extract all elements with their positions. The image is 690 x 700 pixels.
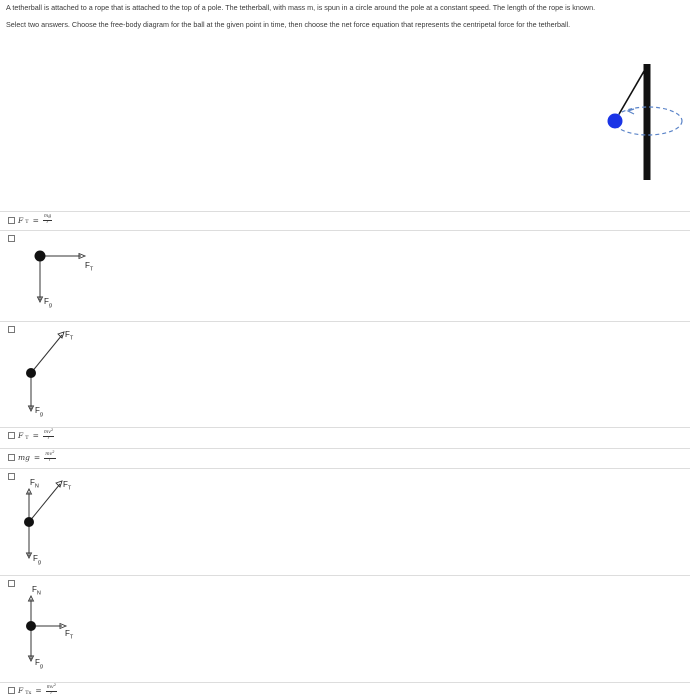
normal-label: $F_N$ [32,585,41,597]
fbd-tension-normal [20,476,110,576]
tension-label: $F_T$ [65,330,74,342]
gravity-label: $F_g$ [35,406,43,418]
fbd-angled-tension [20,327,110,427]
option-7[interactable] [0,575,690,682]
option-4-equation: F T = $\frac{mv^2}{r}$ [18,427,54,441]
option-2[interactable] [0,230,690,321]
gravity-label: $F_g$ [44,297,52,309]
tension-arrow [31,335,62,373]
option-6[interactable] [0,468,690,575]
option-3-checkbox[interactable] [8,326,15,333]
question-text: A tetherball is attached to a rope that is attached to the top of a pole. The tetherball, with mass m, is spun in a circle around the pole at a constant speed. The length of the rope is known. [6,3,596,12]
option-1[interactable] [0,211,690,230]
gravity-label: $F_g$ [33,554,41,566]
option-4-checkbox[interactable] [8,432,15,439]
normal-label: $F_N$ [30,478,39,490]
ball [26,621,36,631]
tetherball [608,114,623,129]
option-2-checkbox[interactable] [8,235,15,242]
tension-label: $F_T$ [63,480,72,492]
option-5-checkbox[interactable] [8,454,15,461]
gravity-label: $F_g$ [35,658,43,670]
option-3[interactable] [0,321,690,427]
tension-label: $F_T$ [85,261,94,273]
option-6-checkbox[interactable] [8,473,15,480]
fbd-horizontal-tension-normal [20,583,110,683]
option-7-checkbox[interactable] [8,580,15,587]
ball [35,251,46,262]
ball [26,368,36,378]
ball [24,517,34,527]
tension-label: $F_T$ [65,629,74,641]
tetherball-illustration [596,58,686,186]
option-8[interactable] [0,682,690,700]
option-1-equation: F T = $\frac{mg}{r}$ [18,214,52,226]
fbd-horizontal-tension [20,242,110,322]
option-5[interactable] [0,448,690,468]
tension-arrow [29,484,60,522]
question-instructions: Select two answers. Choose the free-body diagram for the ball at the given point in time, then choose the net force equation that represents the centripetal force for the tetherball. [6,20,571,29]
option-8-equation: F Tx = $\frac{mv^2}{r}$ [18,682,57,696]
option-4[interactable] [0,427,690,448]
option-8-checkbox[interactable] [8,687,15,694]
option-5-equation: mg = $\frac{mv^2}{r}$ [18,449,55,463]
option-1-checkbox[interactable] [8,217,15,224]
pole [644,64,651,180]
